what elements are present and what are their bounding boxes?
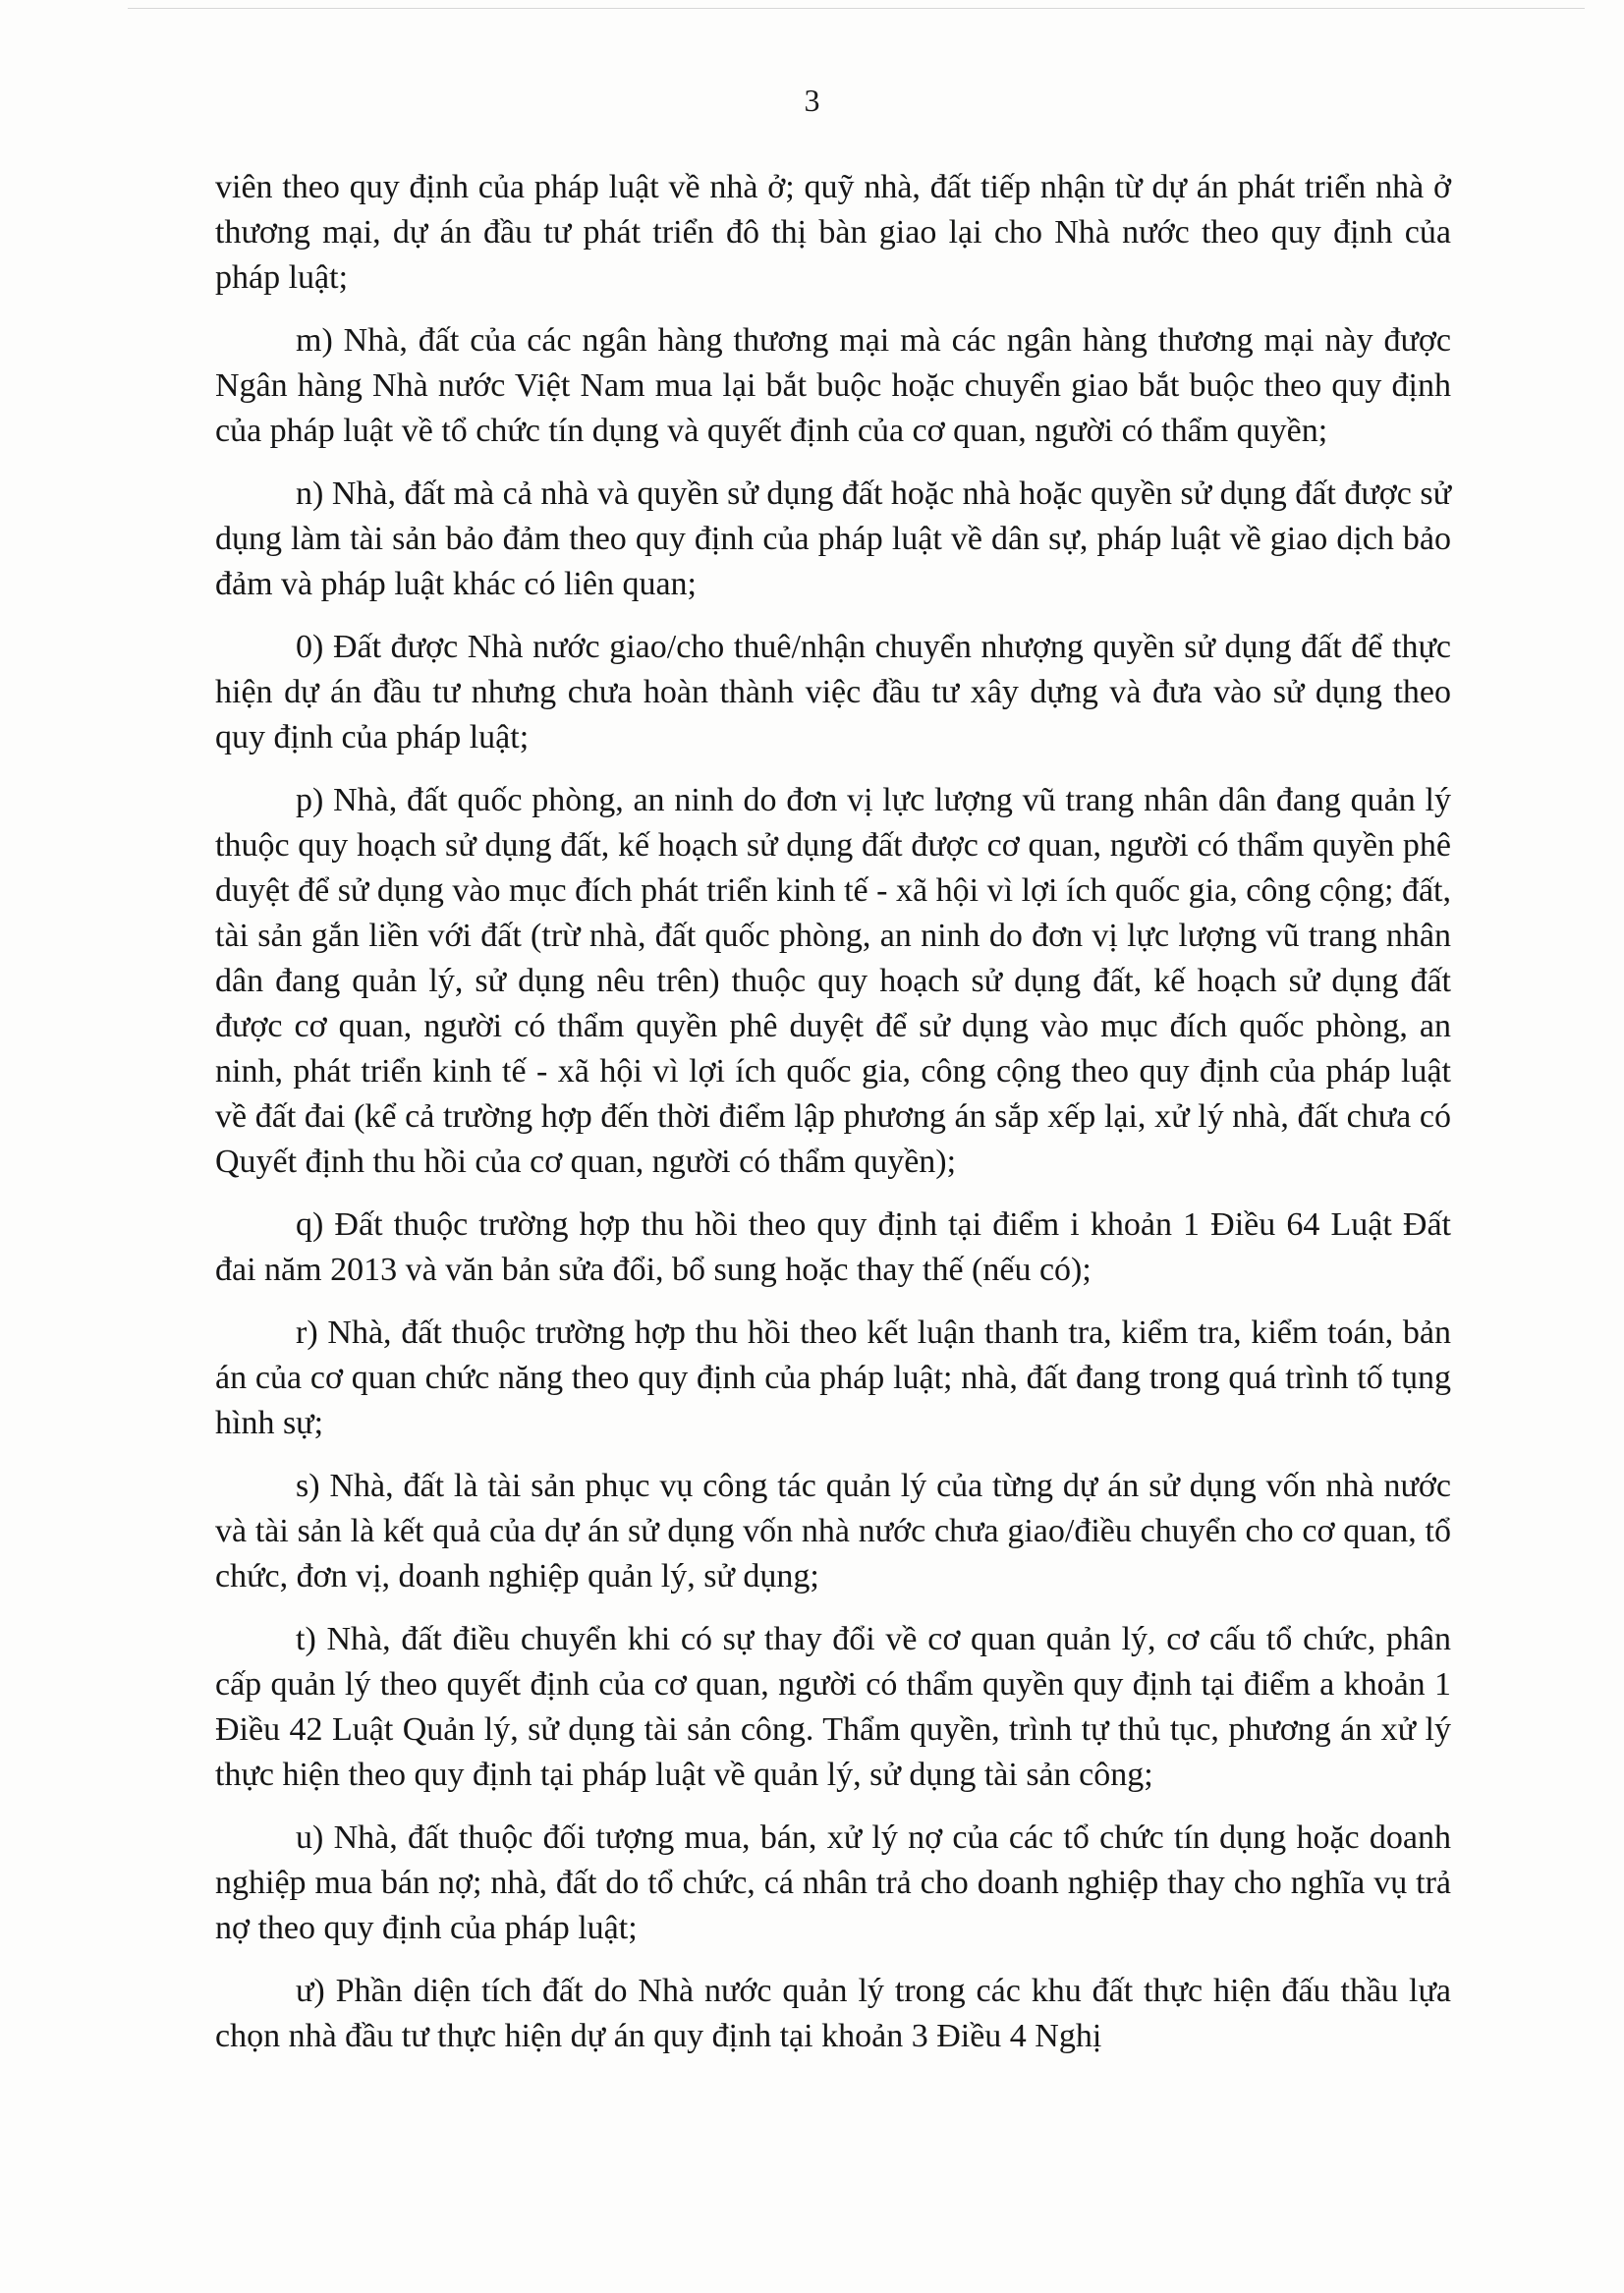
paragraph-item-n: n) Nhà, đất mà cả nhà và quyền sử dụng đất hoặc nhà hoặc quyền sử dụng đất được sử dụng làm tài sản bảo đảm theo quy định của pháp luật về dân sự, pháp luật về giao dịch bảo đảm và pháp luật khác có liên quan; <box>215 475 1451 602</box>
paragraph-item-u: u) Nhà, đất thuộc đối tượng mua, bán, xử lý nợ của các tổ chức tín dụng hoặc doanh nghiệp mua bán nợ; nhà, đất do tổ chức, cá nhân trả cho doanh nghiệp thay cho nghĩa vụ trả nợ theo quy định của pháp luật; <box>215 1819 1451 1946</box>
paragraph-item-s: s) Nhà, đất là tài sản phục vụ công tác quản lý của từng dự án sử dụng vốn nhà nước và tài sản là kết quả của dự án sử dụng vốn nhà nước chưa giao/điều chuyển cho cơ quan, tổ chức, đơn vị, doanh nghiệp quản lý, sử dụng; <box>215 1468 1451 1594</box>
scan-edge-line <box>128 8 1585 9</box>
paragraph-item-t: t) Nhà, đất điều chuyển khi có sự thay đổi về cơ quan quản lý, cơ cấu tổ chức, phân cấp quản lý theo quyết định của cơ quan, người có thẩm quyền quy định tại điểm a khoản 1 Điều 42 Luật Quản lý, sử dụng tài sản công. Thẩm quyền, trình tự thủ tục, phương án xử lý thực hiện theo quy định tại pháp luật về quản lý, sử dụng tài sản công; <box>215 1621 1451 1793</box>
page-number: 3 <box>804 83 820 118</box>
paragraph-item-q: q) Đất thuộc trường hợp thu hồi theo quy định tại điểm i khoản 1 Điều 64 Luật Đất đai năm 2013 và văn bản sửa đổi, bổ sung hoặc thay thế (nếu có); <box>215 1206 1451 1288</box>
paragraph-item-o: 0) Đất được Nhà nước giao/cho thuê/nhận chuyển nhượng quyền sử dụng đất để thực hiện dự án đầu tư nhưng chưa hoàn thành việc đầu tư xây dựng và đưa vào sử dụng theo quy định của pháp luật; <box>215 629 1451 755</box>
paragraph-item-u-horn: ư) Phần diện tích đất do Nhà nước quản lý trong các khu đất thực hiện đấu thầu lựa chọn nhà đầu tư thực hiện dự án quy định tại khoản 3 Điều 4 Nghị <box>215 1973 1451 2054</box>
paragraph-item-m: m) Nhà, đất của các ngân hàng thương mại mà các ngân hàng thương mại này được Ngân hàng Nhà nước Việt Nam mua lại bắt buộc hoặc chuyển giao bắt buộc theo quy định của pháp luật về tổ chức tín dụng và quyết định của cơ quan, người có thẩm quyền; <box>215 322 1451 449</box>
paragraph-continuation: viên theo quy định của pháp luật về nhà ở; quỹ nhà, đất tiếp nhận từ dự án phát triển nhà ở thương mại, dự án đầu tư phát triển đô thị bàn giao lại cho Nhà nước theo quy định của pháp luật; <box>215 169 1451 296</box>
document-body <box>215 165 1451 2059</box>
paragraph-item-r: r) Nhà, đất thuộc trường hợp thu hồi theo kết luận thanh tra, kiểm tra, kiểm toán, bản án của cơ quan chức năng theo quy định của pháp luật; nhà, đất đang trong quá trình tố tụng hình sự; <box>215 1314 1451 1441</box>
paragraph-item-p: p) Nhà, đất quốc phòng, an ninh do đơn vị lực lượng vũ trang nhân dân đang quản lý thuộc quy hoạch sử dụng đất, kế hoạch sử dụng đất được cơ quan, người có thẩm quyền phê duyệt để sử dụng vào mục đích phát triển kinh tế - xã hội vì lợi ích quốc gia, công cộng; đất, tài sản gắn liền với đất (trừ nhà, đất quốc phòng, an ninh do đơn vị lực lượng vũ trang nhân dân đang quản lý, sử dụng nêu trên) thuộc quy hoạch sử dụng đất, kế hoạch sử dụng đất được cơ quan, người có thẩm quyền phê duyệt để sử dụng vào mục đích quốc phòng, an ninh, phát triển kinh tế - xã hội vì lợi ích quốc gia, công cộng theo quy định của pháp luật về đất đai (kể cả trường hợp đến thời điểm lập phương án sắp xếp lại, xử lý nhà, đất chưa có Quyết định thu hồi của cơ quan, người có thẩm quyền); <box>215 782 1451 1180</box>
